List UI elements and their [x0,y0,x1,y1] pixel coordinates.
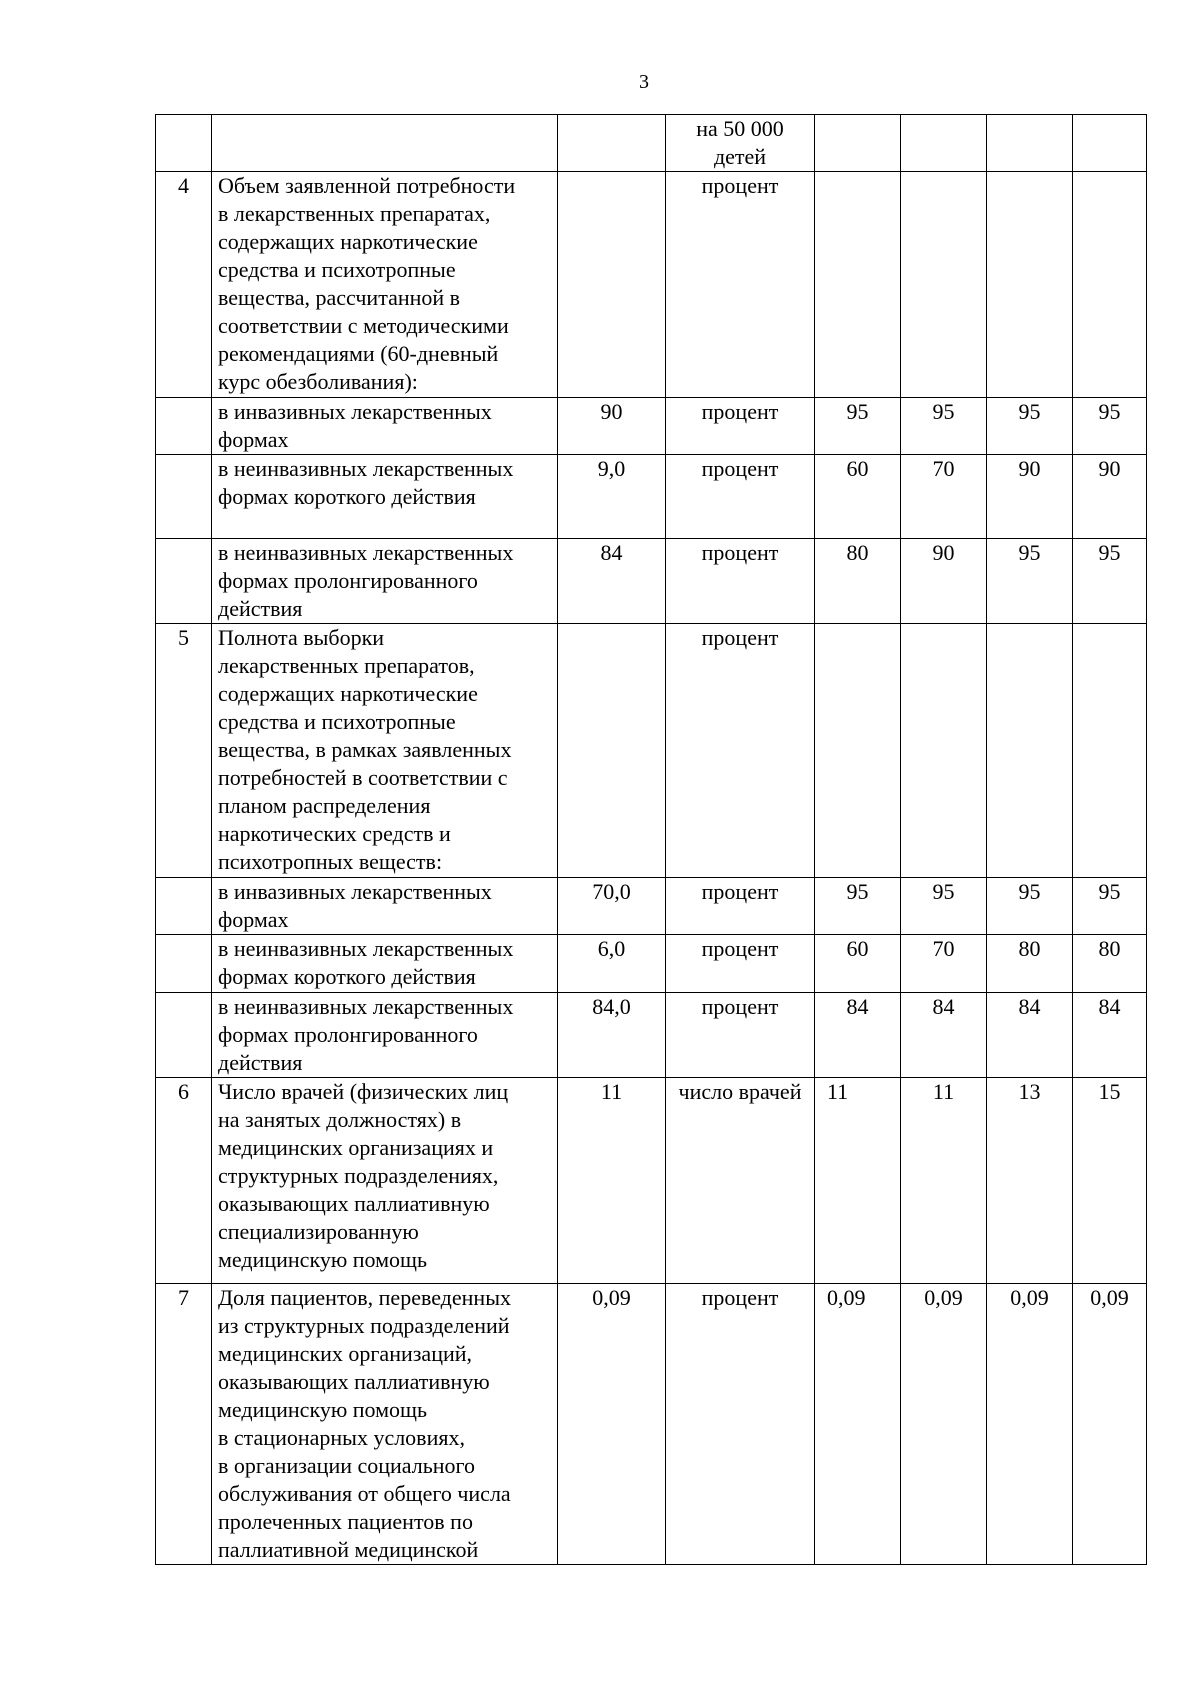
row-number [156,115,212,172]
target-value-4: 95 [1073,878,1147,935]
base-value: 84 [558,539,666,624]
target-value-2: 0,09 [901,1284,987,1565]
target-value-3 [987,624,1073,878]
row-number: 7 [156,1284,212,1565]
base-value: 6,0 [558,935,666,993]
target-value-2: 70 [901,455,987,539]
target-value-3 [987,115,1073,172]
target-value-1: 95 [815,878,901,935]
row-number [156,993,212,1078]
unit-of-measure: процент [666,398,815,455]
target-value-2: 95 [901,398,987,455]
unit-of-measure: процент [666,1284,815,1565]
row-number [156,539,212,624]
target-value-3 [987,172,1073,398]
target-value-2 [901,115,987,172]
target-value-2: 95 [901,878,987,935]
row-number: 5 [156,624,212,878]
unit-of-measure: процент [666,539,815,624]
target-value-1 [815,624,901,878]
indicator-name [212,115,558,172]
row-number [156,398,212,455]
target-value-1: 84 [815,993,901,1078]
target-value-2 [901,624,987,878]
indicator-name: Число врачей (физических лиц на занятых должностях) в медицинских организациях и структурных подразделениях, оказывающих паллиативную специализированную медицинскую помощь [212,1078,558,1284]
target-value-4: 95 [1073,398,1147,455]
target-value-3: 13 [987,1078,1073,1284]
target-value-2: 70 [901,935,987,993]
target-value-4 [1073,115,1147,172]
table-row [156,878,1147,935]
target-value-4: 0,09 [1073,1284,1147,1565]
unit-of-measure: процент [666,172,815,398]
target-value-3: 90 [987,455,1073,539]
target-value-1: 60 [815,455,901,539]
target-value-4 [1073,172,1147,398]
row-number [156,935,212,993]
table-row [156,993,1147,1078]
table-row [156,1284,1147,1565]
indicator-name: в инвазивных лекарственных формах [212,398,558,455]
target-value-3: 0,09 [987,1284,1073,1565]
indicator-name: Полнота выборки лекарственных препаратов, содержащих наркотические средства и психотропные вещества, в рамках заявленных потребностей в соответствии с планом распределения наркотических средств и психотропных веществ: [212,624,558,878]
target-value-3: 95 [987,878,1073,935]
row-number [156,455,212,539]
target-value-3: 95 [987,539,1073,624]
base-value: 0,09 [558,1284,666,1565]
target-value-1: 60 [815,935,901,993]
target-value-4: 84 [1073,993,1147,1078]
target-value-2 [901,172,987,398]
indicator-name: в неинвазивных лекарственных формах короткого действия [212,935,558,993]
target-value-1: 11 [815,1078,901,1284]
target-value-3: 80 [987,935,1073,993]
table-row [156,172,1147,398]
table-row [156,398,1147,455]
table-body [156,115,1147,1565]
table-row [156,624,1147,878]
target-value-1: 95 [815,398,901,455]
base-value: 90 [558,398,666,455]
base-value: 9,0 [558,455,666,539]
target-value-1 [815,172,901,398]
indicator-name: в неинвазивных лекарственных формах пролонгированного действия [212,539,558,624]
target-value-2: 11 [901,1078,987,1284]
unit-of-measure: процент [666,624,815,878]
indicator-name: в неинвазивных лекарственных формах короткого действия [212,455,558,539]
unit-of-measure: процент [666,455,815,539]
table-row [156,455,1147,539]
row-number: 6 [156,1078,212,1284]
indicator-name: Объем заявленной потребности в лекарственных препаратах, содержащих наркотические средства и психотропные вещества, рассчитанной в соответствии с методическими рекомендациями (60-дневный курс обезболивания): [212,172,558,398]
target-value-4 [1073,624,1147,878]
unit-of-measure: процент [666,935,815,993]
target-value-4: 80 [1073,935,1147,993]
indicator-name: в инвазивных лекарственных формах [212,878,558,935]
target-value-4: 90 [1073,455,1147,539]
target-value-2: 84 [901,993,987,1078]
table-row [156,1078,1147,1284]
target-value-3: 84 [987,993,1073,1078]
row-number [156,878,212,935]
target-value-1: 80 [815,539,901,624]
unit-of-measure: на 50 000 детей [666,115,815,172]
unit-of-measure: процент [666,878,815,935]
indicator-name: в неинвазивных лекарственных формах пролонгированного действия [212,993,558,1078]
base-value: 11 [558,1078,666,1284]
base-value: 84,0 [558,993,666,1078]
row-number: 4 [156,172,212,398]
page-number: 3 [639,71,649,93]
target-value-2: 90 [901,539,987,624]
target-value-4: 95 [1073,539,1147,624]
base-value: 70,0 [558,878,666,935]
table-row [156,115,1147,172]
table-row [156,935,1147,993]
unit-of-measure: число врачей [666,1078,815,1284]
base-value [558,115,666,172]
target-value-4: 15 [1073,1078,1147,1284]
target-value-3: 95 [987,398,1073,455]
table-row [156,539,1147,624]
indicators-table [155,114,1147,1565]
target-value-1 [815,115,901,172]
base-value [558,172,666,398]
unit-of-measure: процент [666,993,815,1078]
target-value-1: 0,09 [815,1284,901,1565]
indicator-name: Доля пациентов, переведенных из структурных подразделений медицинских организаций, оказывающих паллиативную медицинскую помощь в стационарных условиях, в организации социального обслуживания от общего числа пролеченных пациентов по паллиативной медицинской [212,1284,558,1565]
base-value [558,624,666,878]
